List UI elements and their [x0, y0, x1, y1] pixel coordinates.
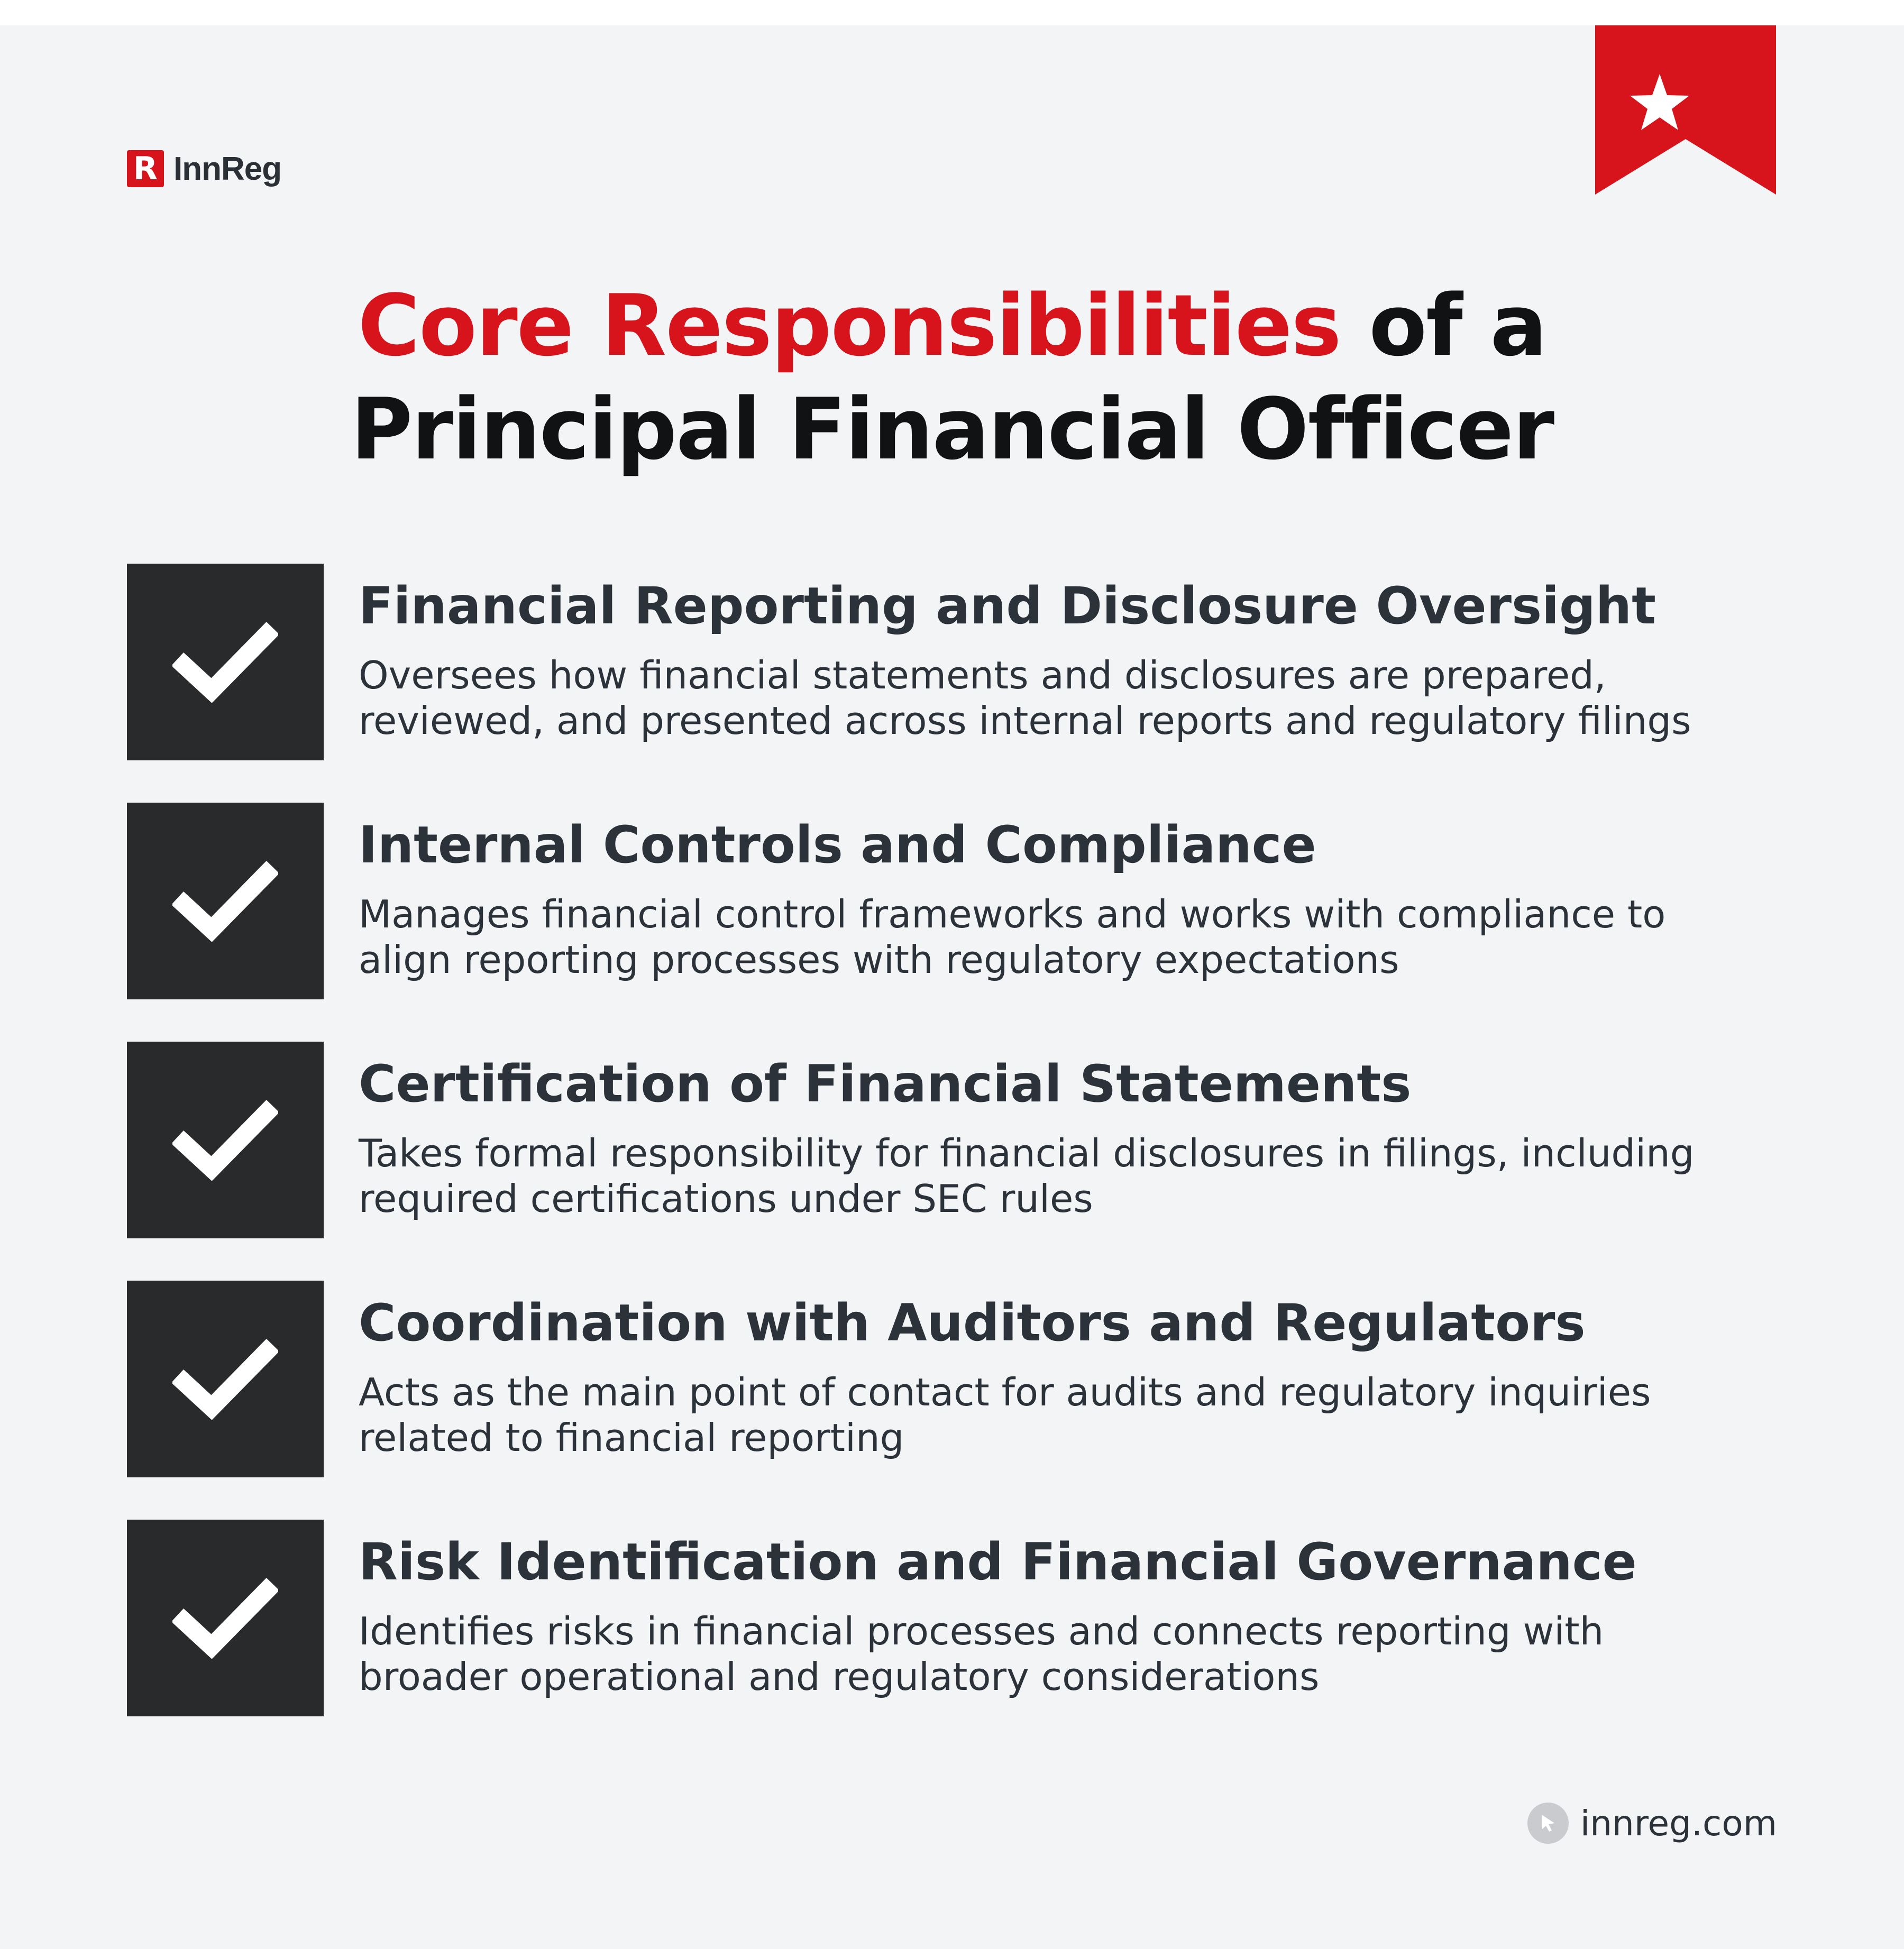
- website-url[interactable]: innreg.com: [1580, 1803, 1777, 1844]
- bookmark-ribbon-icon: [1595, 25, 1776, 221]
- infographic-card: [0, 25, 1904, 1949]
- title-accent: Core Responsibilities: [358, 276, 1341, 375]
- item-title: Coordination with Auditors and Regulators: [359, 1293, 1586, 1353]
- logo-mark-icon: R: [127, 150, 164, 187]
- cursor-icon: [1527, 1803, 1569, 1844]
- checkmark-icon: [172, 859, 278, 943]
- desc-line: related to financial reporting: [359, 1415, 904, 1460]
- checkmark-icon: [172, 620, 278, 704]
- desc-line: reviewed, and presented across internal reports and regulatory filings: [359, 698, 1691, 743]
- brand-logo[interactable]: [127, 150, 281, 187]
- checkmark-icon: [172, 1576, 278, 1660]
- responsibility-list: [127, 564, 1782, 1759]
- title-line-1: [0, 274, 1904, 378]
- checkbox-tile: [127, 1042, 324, 1238]
- desc-line: align reporting processes with regulatory expectations: [359, 937, 1399, 982]
- item-description: [359, 1608, 1787, 1699]
- list-item: [127, 564, 1782, 760]
- item-description: [359, 652, 1787, 743]
- desc-line: broader operational and regulatory considerations: [359, 1654, 1320, 1699]
- item-description: [359, 1369, 1787, 1460]
- title-rest: of a: [1340, 276, 1546, 375]
- desc-line: Identifies risks in financial processes and connects reporting with: [359, 1609, 1604, 1653]
- checkbox-tile: [127, 564, 324, 760]
- title-line-2: Principal Financial Officer: [350, 380, 1554, 479]
- item-title: Certification of Financial Statements: [359, 1054, 1412, 1114]
- desc-line: Acts as the main point of contact for audits and regulatory inquiries: [359, 1370, 1651, 1414]
- checkbox-tile: [127, 1281, 324, 1477]
- item-description: [359, 891, 1787, 982]
- desc-line: Oversees how financial statements and disclosures are prepared,: [359, 653, 1606, 697]
- desc-line: Takes formal responsibility for financial disclosures in filings, including: [359, 1131, 1695, 1175]
- desc-line: required certifications under SEC rules: [359, 1176, 1093, 1221]
- checkmark-icon: [172, 1337, 278, 1421]
- item-description: [359, 1130, 1787, 1221]
- checkmark-icon: [172, 1098, 278, 1182]
- footer-link[interactable]: [1527, 1797, 1777, 1850]
- list-item: [127, 803, 1782, 999]
- item-title: Financial Reporting and Disclosure Oversight: [359, 576, 1656, 636]
- checkbox-tile: [127, 803, 324, 999]
- desc-line: Manages financial control frameworks and works with compliance to: [359, 892, 1666, 936]
- page-title: [0, 274, 1904, 481]
- checkbox-tile: [127, 1520, 324, 1716]
- list-item: [127, 1520, 1782, 1716]
- item-title: Risk Identification and Financial Governance: [359, 1532, 1637, 1592]
- item-title: Internal Controls and Compliance: [359, 815, 1316, 875]
- logo-text: InnReg: [173, 150, 282, 187]
- list-item: [127, 1281, 1782, 1477]
- list-item: [127, 1042, 1782, 1238]
